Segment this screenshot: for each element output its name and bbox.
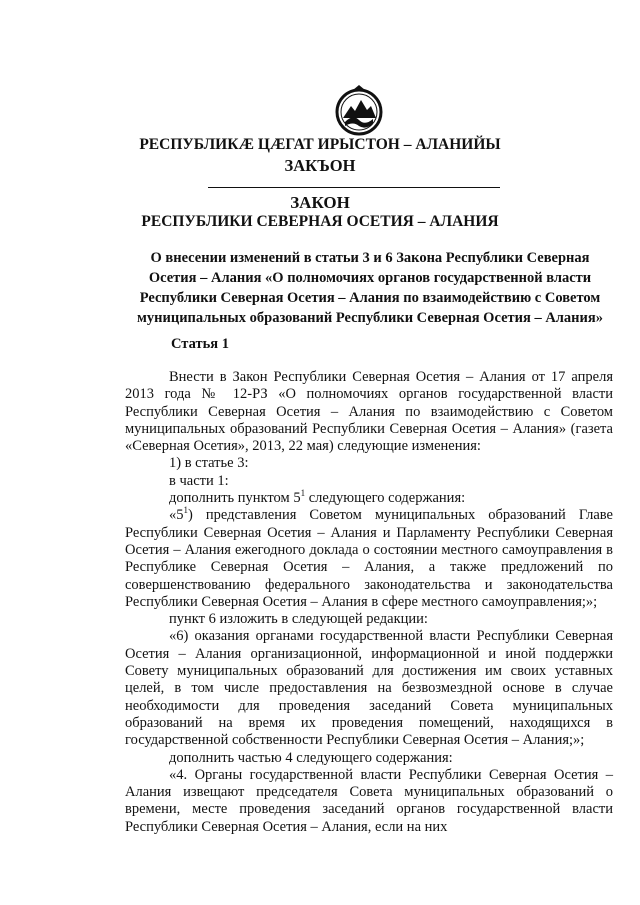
add-point-sup: 1 [300, 488, 306, 499]
republic-name-russian: РЕСПУБЛИКИ СЕВЕРНАЯ ОСЕТИЯ – АЛАНИЯ [141, 213, 499, 230]
header-divider [208, 187, 500, 188]
add-point-instruction [125, 490, 613, 507]
point-5-1 [125, 507, 613, 611]
law-word-russian: ЗАКОН [290, 193, 350, 212]
part-4-instruction: дополнить частью 4 следующего содержания: [169, 749, 453, 766]
article-heading: Статья 1 [171, 336, 229, 352]
point-5-1-prefix: «5 [169, 507, 184, 524]
part-1-label: в части 1: [169, 472, 229, 489]
coat-of-arms-icon [333, 84, 385, 136]
law-title-line: О внесении изменений в статьи 3 и 6 Закона Республики Северная [150, 250, 590, 266]
item-1: 1) в статье 3: [169, 455, 249, 472]
point-5-1-text: ) представления Советом муниципальных образований Главе Республики Северная Осетия – Алания и Парламенту Республики Северная Осетия – Алания ежегодного доклада о состоянии местного самоуправления в Республике Северная Осетия – Алания, а также предложений по совершенствованию федерального законодательства и законодательства Республики Северная Осетия – Алания в сфере местного самоуправления;»; [125, 507, 613, 610]
article-body [125, 369, 613, 836]
point-6-text: «6) оказания органами государственной власти Республики Северная Осетия – Алания организационной, информационной и иной поддержки Совету муниципальных образований для достижения им своих уставных целей, в том числе предоставления на безвозмездной основе в случае необходимости для проведения заседаний Совета муниципальных образований на время их проведения помещений, находящихся в государственной собственности Республики Северная Осетия – Алания;»; [125, 628, 613, 749]
law-word-ossetian: ЗАКЪОН [284, 156, 356, 175]
law-title-line: Республики Северная Осетия – Алания по взаимодействию с Советом [139, 290, 601, 306]
part-4-text: «4. Органы государственной власти Республики Северная Осетия – Алания извещают председателя Совета муниципальных образований о времени, месте проведения заседаний органов государственной власти Республики Северная Осетия – Алания, если на них [125, 766, 613, 835]
intro-paragraph: Внести в Закон Республики Северная Осетия – Алания от 17 апреля 2013 года № 12-РЗ «О полномочиях органов государственной власти Республики Северная Осетия – Алания по взаимодействию с Советом муниципальных образований Республики Северная Осетия – Алания» (газета «Северная Осетия», 2013, 22 мая) следующие изменения: [125, 369, 613, 455]
add-point-prefix: дополнить пунктом 5 [169, 490, 301, 507]
add-point-suffix: следующего содержания: [305, 490, 466, 507]
law-title-line: Осетия – Алания «О полномочиях органов государственной власти [148, 270, 592, 286]
law-title [130, 248, 610, 328]
point-6-instruction: пункт 6 изложить в следующей редакции: [169, 611, 428, 628]
point-5-1-sup: 1 [183, 505, 188, 516]
law-title-line: муниципальных образований Республики Северная Осетия – Алания» [137, 310, 603, 326]
republic-name-ossetian: РЕСПУБЛИКÆ ЦÆГАТ ИРЫСТОН – АЛАНИЙЫ [139, 136, 501, 153]
